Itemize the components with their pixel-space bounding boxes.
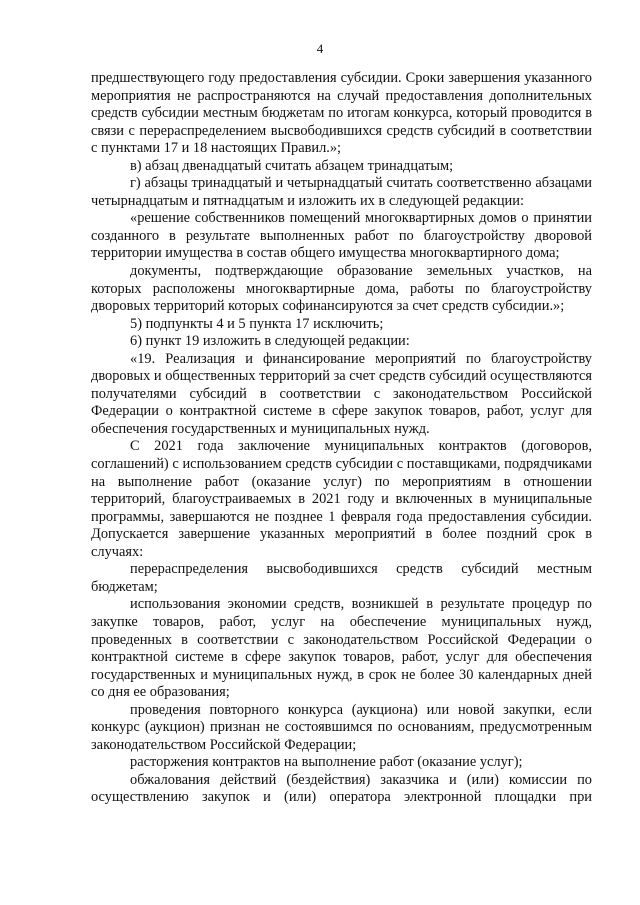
document-body: [91, 70, 592, 807]
paragraph-10: перераспределения высвободившихся средств субсидий местным бюджетам;: [91, 561, 592, 595]
paragraph-6: 5) подпункты 4 и 5 пункта 17 исключить;: [130, 315, 384, 332]
paragraph-13: расторжения контрактов на выполнение работ (оказание услуг);: [130, 754, 523, 771]
paragraph-14: обжалования действий (бездействия) заказчика и (или) комиссии по осуществлению закупок и (или) оператора электронной площадки при: [91, 771, 592, 806]
paragraph-5: документы, подтверждающие образование земельных участков, на которых расположены многоквартирные дома, работы по благоустройству дворовых территорий которых софинансируются за счет средств субсидии.»;: [91, 263, 592, 315]
paragraph-7: 6) пункт 19 изложить в следующей редакции:: [130, 333, 410, 350]
page-number: 4: [316, 41, 324, 56]
paragraph-12: проведения повторного конкурса (аукциона) или новой закупки, если конкурс (аукцион) признан не состоявшимся по основаниям, предусмотренным законодательством Российской Федерации;: [91, 701, 592, 753]
paragraph-11: использования экономии средств, возникшей в результате процедур по закупке товаров, работ, услуг на обеспечение муниципальных нужд, проведенных в соответствии с законодательством Российской Федерации о контрактной системе в сфере закупок товаров, работ, услуг для обеспечения государственных и муниципальных нужд, в срок не более 30 календарных дней со дня ее образования;: [91, 596, 592, 701]
paragraph-8: «19. Реализация и финансирование мероприятий по благоустройству дворовых и общественных территорий за счет средств субсидий осуществляются получателями субсидий в соответствии с законодательством Российской Федерации о контрактной системе в сфере закупок товаров, работ, услуг для обеспечения государственных и муниципальных нужд.: [91, 350, 592, 437]
paragraph-2: в) абзац двенадцатый считать абзацем тринадцатым;: [130, 157, 454, 174]
paragraph-4: «решение собственников помещений многоквартирных домов о принятии созданного в результате выполненных работ по благоустройству дворовой территории имущества в состав общего имущества многоквартирного дома;: [91, 210, 592, 262]
paragraph-3: г) абзацы тринадцатый и четырнадцатый считать соответственно абзацами четырнадцатым и пятнадцатым и изложить их в следующей редакции:: [91, 175, 592, 209]
paragraph-1: предшествующего году предоставления субсидии. Сроки завершения указанного мероприятия не распространяются на случай предоставления дополнительных средств субсидии местным бюджетам по итогам конкурса, который проводится в связи с перераспределением высвободившихся средств субсидий в соответствии с пунктами 17 и 18 настоящих Правил.»;: [91, 70, 592, 157]
paragraph-9: С 2021 года заключение муниципальных контрактов (договоров, соглашений) с использованием средств субсидии с поставщиками, подрядчиками на выполнение работ (оказание услуг) по мероприятиям в отношении территорий, благоустраиваемых в 2021 году и включенных в муниципальные программы, завершаются не позднее 1 февраля года предоставления субсидии. Допускается завершение указанных мероприятий в более поздний срок в случаях:: [91, 438, 592, 560]
